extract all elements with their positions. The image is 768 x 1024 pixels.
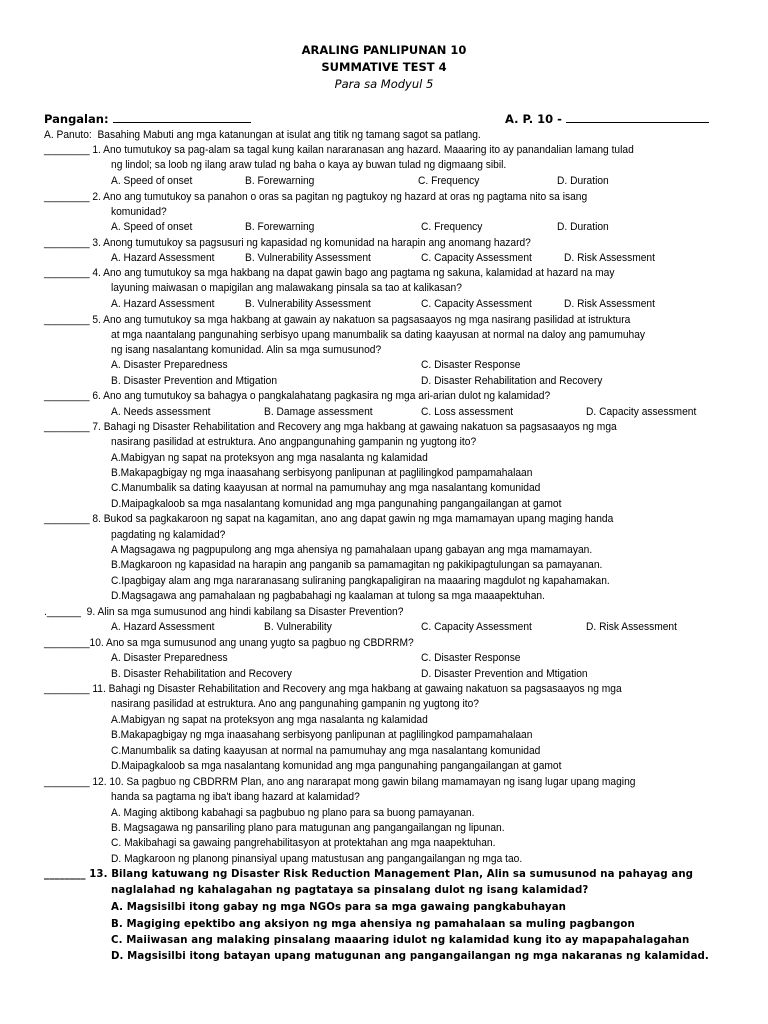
choice: C. Capacity Assessment <box>421 252 532 264</box>
question-text: handa sa pagtama ng iba't ibang hazard at kalamidad? <box>111 791 360 803</box>
score-field <box>505 111 709 126</box>
choice: B.Magkaroon ng kapasidad na harapin ang panganib sa pamamagitan ng pakikipagtulungan sa pamayanan. <box>111 559 603 571</box>
choice: C.Manumbalik sa dating kaayusan at normal na pamumuhay ang mga nasalantang komunidad <box>111 482 541 494</box>
score-blank <box>566 111 709 123</box>
question-text: layuning maiwasan o mapigilan ang malawakang pinsala sa tao at kalikasan? <box>111 282 462 294</box>
choice: A. Hazard Assessment <box>111 621 215 633</box>
choice: D.Maipagkaloob sa mga nasalantang komunidad ang mga pangunahing pangangailangan at gamot <box>111 760 562 772</box>
choice: D. Disaster Prevention and Mtigation <box>421 668 588 680</box>
choice: D.Magsagawa ang pamahalaan ng pagbabahagi ng kaalaman at tulong sa mga maaapektuhan. <box>111 590 545 602</box>
choice: A. Disaster Preparedness <box>111 359 228 371</box>
module-subtitle: Para sa Modyul 5 <box>334 77 434 91</box>
choice: D. Risk Assessment <box>564 252 655 264</box>
question-text: komunidad? <box>111 206 167 218</box>
question-text: ________ 4. Ano ang tumutukoy sa mga hakbang na dapat gawin bago ang pagtama ng sakuna, kalamidad at hazard na may <box>44 267 615 279</box>
choice: B. Damage assessment <box>264 406 373 418</box>
choice: B. Vulnerability <box>264 621 332 633</box>
question-text: nasirang pasilidad at estruktura. Ano angpangunahing gampanin ng yugtong ito? <box>111 436 477 448</box>
choice: C. Capacity Assessment <box>421 298 532 310</box>
question-text: ng isang nasalantang komunidad. Alin sa mga sumusunod? <box>111 344 382 356</box>
choice: A.Mabigyan ng sapat na proteksyon ang mga nasalanta ng kalamidad <box>111 452 428 464</box>
choice: C.Manumbalik sa dating kaayusan at normal na pamumuhay ang mga nasalantang komunidad <box>111 745 541 757</box>
question-text: ________ 12. 10. Sa pagbuo ng CBDRRM Plan, ano ang nararapat mong gawin bilang mamamayan ng isang lugar upang maging <box>44 776 636 788</box>
choice: A. Maging aktibong kabahagi sa pagbubuo ng plano para sa buong pamayanan. <box>111 807 475 819</box>
choice: A Magsagawa ng pagpupulong ang mga ahensiya ng pamahalaan upang gabayan ang mga mamamayan. <box>111 544 593 556</box>
question-text: ________ 2. Ano ang tumutukoy sa panahon o oras sa pagitan ng pagtukoy ng hazard at oras ng pagtama nito sa isang <box>44 191 588 203</box>
choice: A. Needs assessment <box>111 406 211 418</box>
choice: A. Speed of onset <box>111 221 193 233</box>
choice: D. Magsisilbi itong batayan upang matugunan ang pangangailangan ng mga nakaranas ng kalamidad. <box>111 951 709 962</box>
choice: D. Duration <box>557 221 609 233</box>
choice: B. Vulnerability Assessment <box>245 252 371 264</box>
name-label: Pangalan: <box>44 112 109 126</box>
choice: D. Magkaroon ng planong pinansiyal upang matustusan ang pangangailangan ng mga tao. <box>111 853 523 865</box>
choice: D. Capacity assessment <box>586 406 697 418</box>
question-text: ________10. Ano sa mga sumusunod ang unang yugto sa pagbuo ng CBDRRM? <box>44 637 414 649</box>
question-text: ________ 6. Ano ang tumutukoy sa bahagya o pangkalahatang pagkasira ng mga ari-arian dulot ng kalamidad? <box>44 390 551 402</box>
question-text: nasirang pasilidad at estruktura. Ano ang pangunahing gampanin ng yugtong ito? <box>111 698 479 710</box>
question-text: ________ 5. Ano ang tumutukoy sa mga hakbang at gawain ay nakatuon sa pagsasaayos ng mga nasirang pasilidad at istruktura <box>44 314 631 326</box>
choice: B.Makapagbigay ng mga inaasahang serbisyong panlipunan at paglilingkod pampamahalaan <box>111 467 533 479</box>
choice: C. Capacity Assessment <box>421 621 532 633</box>
choice: A.Mabigyan ng sapat na proteksyon ang mga nasalanta ng kalamidad <box>111 714 428 726</box>
question-text: ________ 8. Bukod sa pagkakaroon ng sapat na kagamitan, ano ang dapat gawin ng mga mamamayan upang maging handa <box>44 513 614 525</box>
choice: A. Hazard Assessment <box>111 298 215 310</box>
name-blank <box>113 111 251 123</box>
choice: B. Forewarning <box>245 175 315 187</box>
question-text: at mga naantalang pangunahing serbisyo upang manumbalik sa dating kaayusan at normal na daloy ang pamumuhay <box>111 329 646 341</box>
choice: C. Frequency <box>418 175 480 187</box>
question-text: ________ 3. Anong tumutukoy sa pagsusuri ng kapasidad ng komunidad na harapin ang anomang hazard? <box>44 237 531 249</box>
choice: B. Disaster Prevention and Mtigation <box>111 375 278 387</box>
instructions: A. Panuto: Basahing Mabuti ang mga katanungan at isulat ang titik ng tamang sagot sa patlang. <box>44 129 481 141</box>
question-text: .______ 9. Alin sa mga sumusunod ang hindi kabilang sa Disaster Prevention? <box>44 606 404 618</box>
question-text: ________ 13. Bilang katuwang ng Disaster Risk Reduction Management Plan, Alin sa sumusunod na pahayag ang <box>44 869 694 880</box>
test-title: SUMMATIVE TEST 4 <box>321 60 447 74</box>
choice: B. Vulnerability Assessment <box>245 298 371 310</box>
question-text: ________ 7. Bahagi ng Disaster Rehabilitation and Recovery ang mga hakbang at gawaing nakatuon sa pagsasaayos ng mga <box>44 421 617 433</box>
choice: C. Makibahagi sa gawaing pangrehabilitasyon at protektahan ang mga naapektuhan. <box>111 837 496 849</box>
choice: A. Speed of onset <box>111 175 193 187</box>
choice: B. Magsagawa ng pansariling plano para matugunan ang pangangailangan ng lipunan. <box>111 822 505 834</box>
question-text: ________ 1. Ano tumutukoy sa pag-alam sa tagal kung kailan nararanasan ang hazard. Maaaring ito ay panandalian lamang tulad <box>44 144 634 156</box>
choice: A. Disaster Preparedness <box>111 652 228 664</box>
question-text: naglalahad ng kahalagahan ng pagtataya sa pinsalang dulot ng isang kalamidad? <box>111 885 589 896</box>
choice: D. Risk Assessment <box>564 298 655 310</box>
subject-title: ARALING PANLIPUNAN 10 <box>301 43 467 57</box>
choice: D. Duration <box>557 175 609 187</box>
choice: C. Frequency <box>421 221 483 233</box>
choice: D.Maipagkaloob sa mga nasalantang komunidad ang mga pangunahing pangangailangan at gamot <box>111 498 562 510</box>
question-text: pagdating ng kalamidad? <box>111 529 226 541</box>
choice: C. Maiiwasan ang malaking pinsalang maaaring idulot ng kalamidad kung ito ay mapapahalagahan <box>111 935 690 946</box>
choice: C. Disaster Response <box>421 359 521 371</box>
choice: B. Magiging epektibo ang aksiyon ng mga ahensiya ng pamahalaan sa muling pagbangon <box>111 919 635 930</box>
choice: A. Magsisilbi itong gabay ng mga NGOs para sa mga gawaing pangkabuhayan <box>111 902 567 913</box>
choice: A. Hazard Assessment <box>111 252 215 264</box>
choice: B. Forewarning <box>245 221 315 233</box>
choice: D. Disaster Rehabilitation and Recovery <box>421 375 603 387</box>
choice: B.Makapagbigay ng mga inaasahang serbisyong panlipunan at paglilingkod pampamahalaan <box>111 729 533 741</box>
choice: C. Disaster Response <box>421 652 521 664</box>
choice: B. Disaster Rehabilitation and Recovery <box>111 668 292 680</box>
question-text: ________ 11. Bahagi ng Disaster Rehabilitation and Recovery ang mga hakbang at gawaing nakatuon sa pagsasaayos ng mga <box>44 683 622 695</box>
question-text: ng lindol; sa loob ng ilang araw tulad ng baha o kaya ay buwan tulad ng digmaang sibil. <box>111 159 507 171</box>
score-label: A. P. 10 - <box>505 112 562 126</box>
name-field <box>44 111 251 126</box>
choice: C.Ipagbigay alam ang mga nararanasang suliraning pangkapaligiran na maaaring magdulot ng kapahamakan. <box>111 575 610 587</box>
choice: D. Risk Assessment <box>586 621 677 633</box>
choice: C. Loss assessment <box>421 406 514 418</box>
